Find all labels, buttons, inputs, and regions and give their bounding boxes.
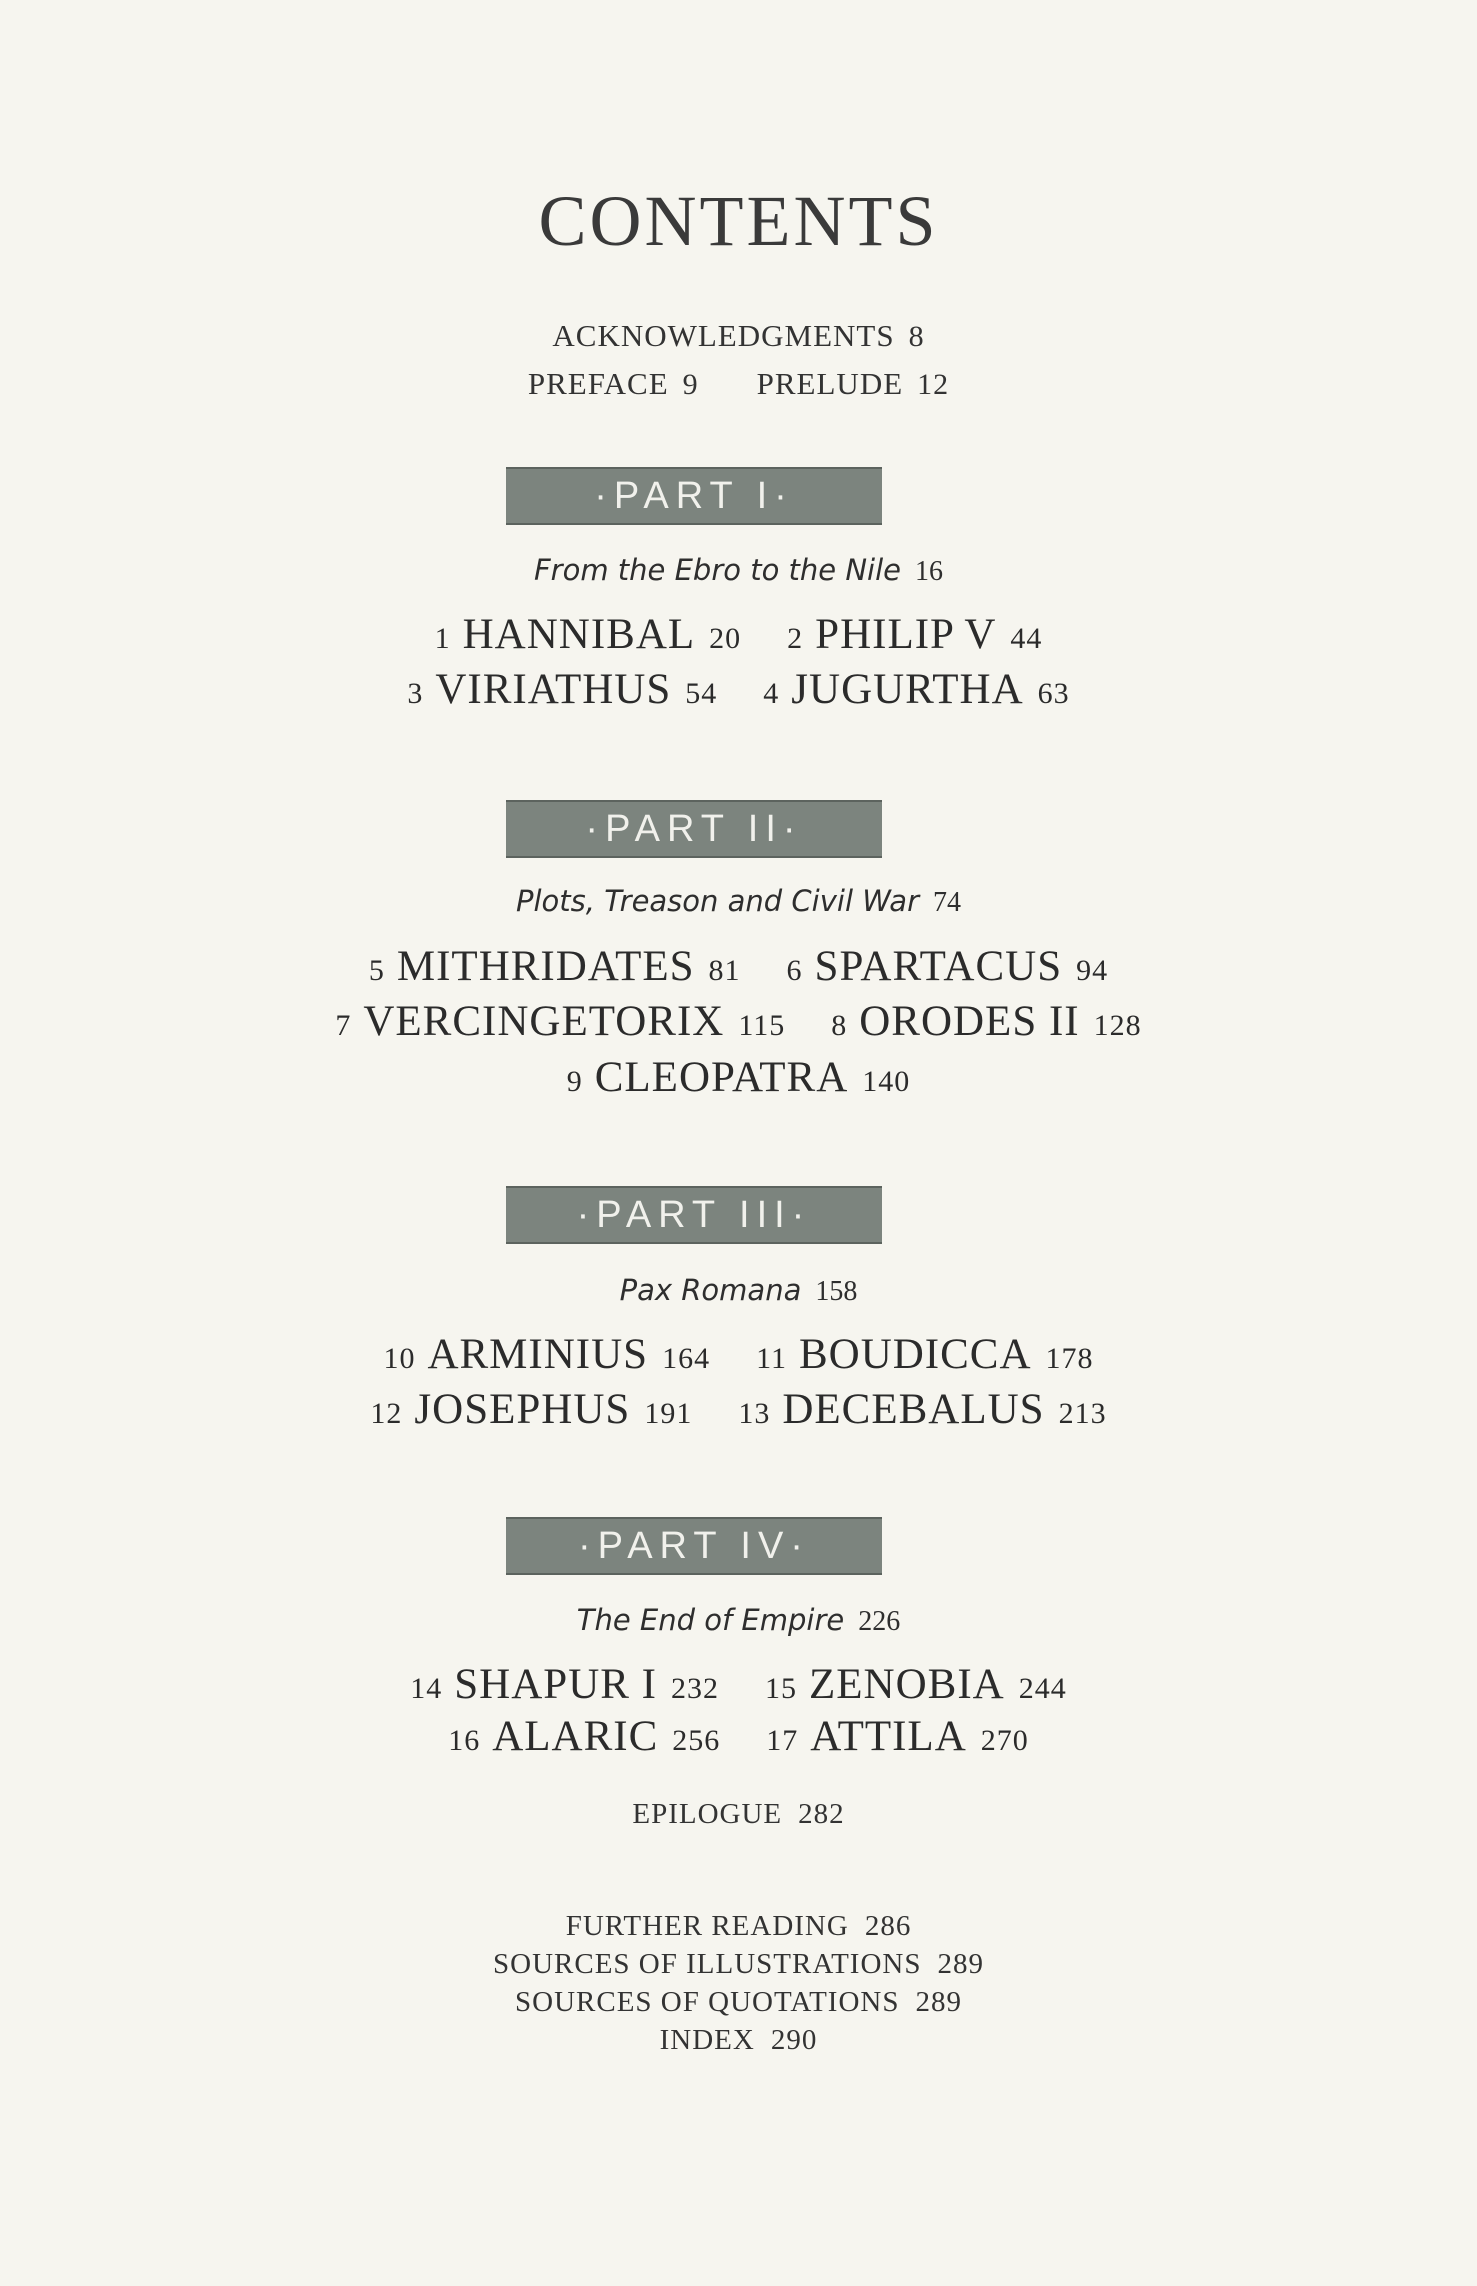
preface-entry[interactable] [528,366,699,401]
subtitle-page: 16 [915,556,944,587]
chapter-row [0,1660,1477,1709]
entry-label: SOURCES OF ILLUSTRATIONS [493,1948,922,1980]
chapter-entry[interactable] [410,1661,719,1708]
entry-page: 289 [915,1986,962,2018]
chapter-page: 270 [980,1724,1029,1757]
chapter-entry[interactable] [787,943,1109,990]
subtitle-text: Plots, Treason and Civil War [515,884,919,918]
chapter-page: 115 [738,1009,786,1042]
part-2-subtitle[interactable] [0,884,1477,919]
entry-label: SOURCES OF QUOTATIONS [515,1986,900,2018]
acknowledgments-entry[interactable] [0,318,1477,354]
chapter-number: 13 [738,1397,771,1430]
page-title: CONTENTS [538,181,939,261]
chapter-name: PHILIP V [815,611,997,658]
subtitle-text: From the Ebro to the Nile [533,553,902,587]
chapter-name: CLEOPATRA [594,1054,849,1101]
chapter-number: 2 [787,622,804,655]
entry-page: 290 [770,2024,818,2056]
chapter-page: 63 [1037,677,1070,710]
chapter-name: JUGURTHA [791,666,1024,713]
index-entry[interactable] [0,2024,1477,2057]
chapter-number: 3 [407,677,424,710]
part-4-subtitle[interactable] [0,1603,1477,1638]
chapter-number: 12 [370,1397,403,1430]
chapter-name: DECEBALUS [782,1386,1045,1433]
chapter-name: VIRIATHUS [435,666,672,713]
chapter-name: ZENOBIA [809,1661,1005,1708]
subtitle-page: 158 [815,1276,858,1307]
chapter-name: HANNIBAL [462,611,696,658]
entry-label: PREFACE [527,366,669,401]
chapter-entry[interactable] [567,1054,911,1101]
chapter-entry[interactable] [738,1386,1106,1433]
chapter-row [0,997,1477,1046]
chapter-page: 44 [1010,622,1043,655]
chapter-entry[interactable] [766,1713,1028,1760]
chapter-number: 14 [410,1672,443,1705]
chapter-row [0,1053,1477,1102]
chapter-number: 11 [756,1342,787,1375]
chapter-row [0,1712,1477,1761]
chapter-entry[interactable] [756,1331,1093,1378]
part-1-subtitle[interactable] [0,553,1477,588]
chapter-number: 1 [434,622,451,655]
entry-page: 12 [917,368,950,401]
entry-label: PRELUDE [756,366,904,401]
chapter-entry[interactable] [448,1713,720,1760]
chapter-page: 94 [1076,954,1109,987]
entry-label: FURTHER READING [565,1910,849,1942]
entry-page: 282 [798,1798,845,1830]
part-3-subtitle[interactable] [0,1273,1477,1308]
chapter-page: 20 [709,622,742,655]
part-4-banner: ·PART IV· [506,1517,882,1575]
chapter-page: 128 [1093,1009,1142,1042]
chapter-name: JOSEPHUS [414,1386,631,1433]
subtitle-page: 74 [933,887,961,918]
chapter-name: ATTILA [810,1713,967,1760]
chapter-name: ARMINIUS [427,1331,649,1378]
chapter-row [0,610,1477,659]
chapter-number: 17 [766,1724,799,1757]
chapter-number: 4 [763,677,780,710]
sources-of-illustrations-entry[interactable] [0,1948,1477,1981]
chapter-entry[interactable] [370,1386,692,1433]
chapter-entry[interactable] [369,943,741,990]
chapter-number: 6 [786,954,803,987]
part-2-banner: ·PART II· [506,800,882,858]
chapter-row [0,1330,1477,1379]
subtitle-text: The End of Empire [576,1603,845,1637]
chapter-entry[interactable] [383,1331,710,1378]
chapter-number: 15 [765,1672,798,1705]
entry-label: ACKNOWLEDGMENTS [552,318,895,353]
entry-page: 8 [908,320,925,353]
chapter-entry[interactable] [765,1661,1067,1708]
prelude-entry[interactable] [757,366,950,401]
chapter-entry[interactable] [763,666,1069,713]
chapter-row [0,942,1477,991]
chapter-number: 8 [831,1009,848,1042]
chapter-entry[interactable] [787,611,1042,658]
subtitle-text: Pax Romana [619,1273,802,1307]
chapter-entry[interactable] [831,998,1141,1045]
chapter-name: BOUDICCA [798,1331,1032,1378]
chapter-entry[interactable] [335,998,785,1045]
chapter-row [0,665,1477,714]
chapter-entry[interactable] [435,611,742,658]
chapter-page: 213 [1058,1397,1107,1430]
chapter-number: 5 [368,954,385,987]
entry-page: 286 [864,1910,912,1942]
part-3-banner: ·PART III· [506,1186,882,1244]
chapter-name: ALARIC [492,1713,659,1760]
entry-label: EPILOGUE [632,1798,783,1830]
entry-page: 9 [682,368,699,401]
subtitle-page: 226 [858,1606,901,1637]
chapter-page: 178 [1045,1342,1094,1375]
chapter-page: 232 [671,1672,720,1705]
chapter-name: SHAPUR I [454,1661,658,1708]
chapter-page: 140 [862,1065,911,1098]
chapter-page: 54 [685,677,718,710]
chapter-number: 9 [566,1065,583,1098]
part-1-banner: ·PART I· [506,467,882,525]
entry-page: 289 [937,1948,984,1980]
chapter-page: 81 [708,954,741,987]
chapter-name: MITHRIDATES [396,943,695,990]
chapter-entry[interactable] [407,666,717,713]
chapter-name: SPARTACUS [814,943,1063,990]
chapter-page: 244 [1018,1672,1067,1705]
sources-of-quotations-entry[interactable] [0,1986,1477,2019]
preface-prelude-line [0,366,1477,402]
chapter-number: 10 [383,1342,416,1375]
chapter-page: 164 [662,1342,711,1375]
further-reading-entry[interactable] [0,1910,1477,1943]
chapter-page: 256 [672,1724,721,1757]
chapter-row [0,1385,1477,1434]
entry-label: INDEX [659,2024,755,2056]
chapter-page: 191 [644,1397,693,1430]
chapter-number: 16 [448,1724,481,1757]
chapter-name: ORODES II [859,998,1080,1045]
epilogue-entry[interactable] [0,1798,1477,1831]
chapter-number: 7 [335,1009,352,1042]
chapter-name: VERCINGETORIX [363,998,725,1045]
